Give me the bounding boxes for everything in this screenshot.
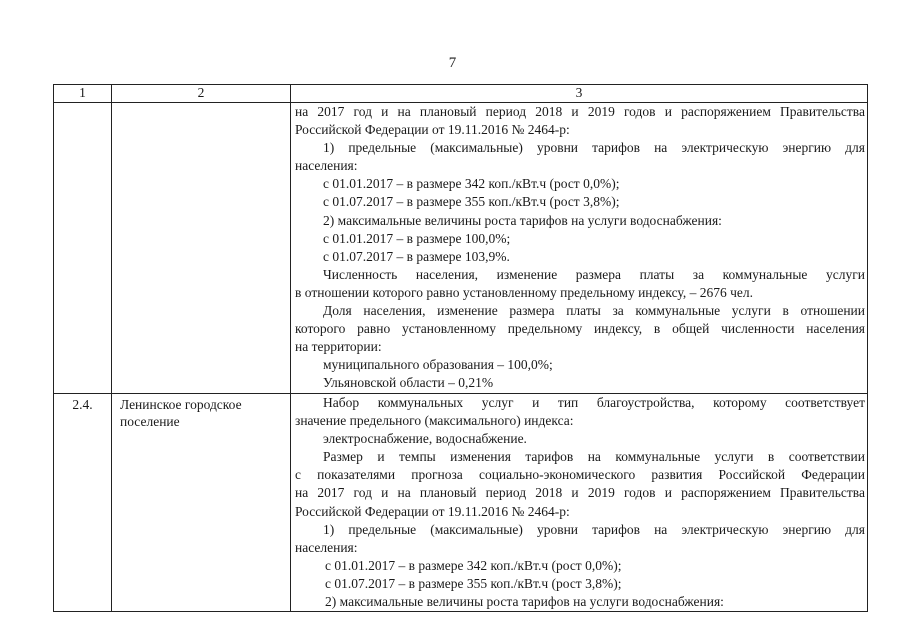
text-line: Численность населения, изменение размера платы за коммунальные услуги bbox=[323, 266, 865, 282]
tariff-table bbox=[53, 84, 868, 612]
text-line: с 01.07.2017 – в размере 355 коп./кВт.ч (рост 3,8%); bbox=[323, 194, 620, 210]
text-line: электроснабжение, водоснабжение. bbox=[323, 431, 527, 447]
table-row bbox=[54, 103, 868, 394]
text-line: которого равно установленному предельному индексу, в общей численности населения bbox=[295, 321, 865, 337]
column-header-2: 2 bbox=[112, 85, 291, 103]
text-line: с 01.07.2017 – в размере 355 коп./кВт.ч (рост 3,8%); bbox=[325, 575, 622, 591]
page-number: 7 bbox=[448, 55, 457, 71]
row-number bbox=[54, 103, 112, 394]
text-line: с 01.01.2017 – в размере 100,0%; bbox=[323, 230, 511, 246]
text-line: 1) предельные (максимальные) уровни тарифов на электрическую энергию для bbox=[323, 140, 865, 156]
text-line: в отношении которого равно установленному предельному индексу, – 2676 чел. bbox=[295, 284, 753, 300]
text-line: с 01.01.2017 – в размере 342 коп./кВт.ч (рост 0,0%); bbox=[325, 557, 622, 573]
text-line: на территории: bbox=[295, 339, 382, 355]
text-line: 2) максимальные величины роста тарифов на услуги водоснабжения: bbox=[323, 212, 722, 228]
column-header-1: 1 bbox=[54, 85, 112, 103]
text-line: на 2017 год и на плановый период 2018 и 2019 годов и распоряжением Правительства bbox=[295, 485, 865, 501]
text-line: Российской Федерации от 19.11.2016 № 2464-р: bbox=[295, 503, 570, 519]
text-line: Российской Федерации от 19.11.2016 № 2464-р: bbox=[295, 122, 570, 138]
text-line: Ульяновской области – 0,21% bbox=[323, 375, 494, 391]
row-description bbox=[291, 103, 868, 394]
text-line: с 01.07.2017 – в размере 103,9%. bbox=[323, 248, 510, 264]
text-line: на 2017 год и на плановый период 2018 и 2019 годов и распоряжением Правительства bbox=[295, 104, 865, 119]
text-line: 1) предельные (максимальные) уровни тарифов на электрическую энергию для bbox=[323, 521, 865, 537]
text-line: муниципального образования – 100,0%; bbox=[323, 357, 553, 373]
text-line: Набор коммунальных услуг и тип благоустройства, которому соответствует bbox=[323, 395, 865, 410]
row-description bbox=[291, 394, 868, 612]
text-line: 2) максимальные величины роста тарифов на услуги водоснабжения: bbox=[325, 594, 724, 610]
settlement-name: Ленинское городское поселение bbox=[112, 394, 291, 612]
text-line: значение предельного (максимального) индекса: bbox=[295, 413, 574, 429]
column-header-3: 3 bbox=[291, 85, 868, 103]
text-line: Размер и темпы изменения тарифов на коммунальные услуги в соответствии bbox=[323, 449, 865, 465]
text-line: населения: bbox=[295, 539, 358, 555]
text-line: населения: bbox=[295, 158, 358, 174]
table-header-row bbox=[54, 85, 868, 103]
settlement-name bbox=[112, 103, 291, 394]
text-line: Доля населения, изменение размера платы за коммунальные услуги в отношении bbox=[323, 303, 865, 319]
text-line: с показателями прогноза социально-экономического развития Российской Федерации bbox=[295, 467, 865, 483]
table-row bbox=[54, 394, 868, 612]
row-number: 2.4. bbox=[54, 394, 112, 612]
text-line: с 01.01.2017 – в размере 342 коп./кВт.ч (рост 0,0%); bbox=[323, 176, 620, 192]
